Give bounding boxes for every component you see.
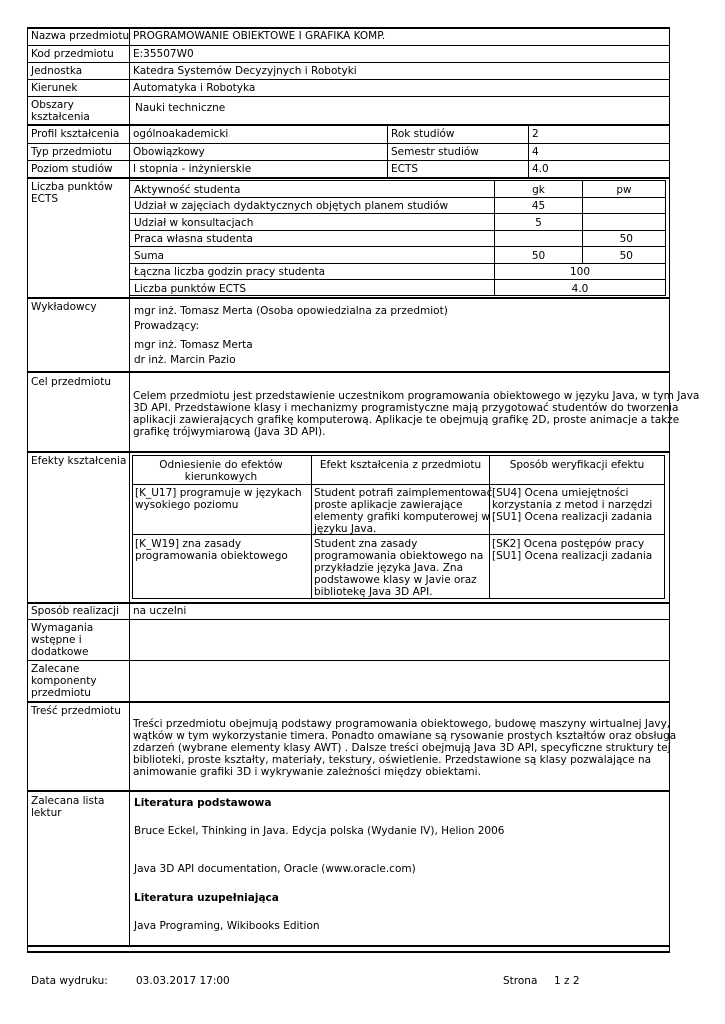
footer-print-date: 03.03.2017 17:00 [136,975,230,987]
ects-header-pw: pw [616,184,632,196]
ects-total-points-value: 4.0 [571,283,589,295]
tresc-line: biblioteki, proste kształty, materiały, tekstury, oświetlenie. Przedstawione są klasy pozwalające na [133,754,652,766]
ects-row-gk: 45 [531,200,546,212]
efekty-verif-line: korzystania z metod i narzędzi [492,499,653,511]
cel-line: Celem przedmiotu jest przedstawienie uczestnikom programowania obiektowego w języku Java, w tym Java [133,390,700,402]
label-kierunek: Kierunek [31,82,78,94]
value-ects: 4.0 [532,163,549,175]
efekty-effect-line: przykładzie języka Java. Zna [314,562,464,574]
label-kod: Kod przedmiotu [31,48,114,60]
efekty-header-ref: Odniesienie do efektów kierunkowych [159,459,283,483]
value-nazwa: PROGRAMOWANIE OBIEKTOWE I GRAFIKA KOMP. [133,30,386,42]
footer-print-label: Data wydruku: [31,975,108,987]
ects-header-label: Aktywność studenta [134,184,241,196]
ects-row-gk: 5 [535,217,542,229]
ects-total-hours-value: 100 [569,266,591,278]
ects-row-label: Udział w konsultacjach [134,217,254,229]
label-typ: Typ przedmiotu [31,146,112,158]
lecturer-item: mgr inż. Tomasz Merta [134,339,253,351]
label-ects-points: Liczba punktów ECTS [31,181,113,205]
efekty-ref-line: programowania obiektowego [135,550,288,562]
efekty-verif-line: [SU1] Ocena realizacji zadania [492,511,653,523]
value-obszary: Nauki techniczne [135,102,226,114]
ects-total-points-label: Liczba punktów ECTS [134,283,247,295]
ects-row-label: Praca własna studenta [134,233,253,245]
ects-row-gk: 50 [531,250,546,262]
label-profil: Profil kształcenia [31,128,120,140]
value-jednostka: Katedra Systemów Decyzyjnych i Robotyki [133,65,357,77]
label-obszary: Obszary kształcenia [31,99,90,123]
efekty-effect-line: podstawowe klasy w Javie oraz [314,574,477,586]
lektury-basic-title: Literatura podstawowa [134,797,272,809]
efekty-verif-line: [SU1] Ocena realizacji zadania [492,550,653,562]
footer-page-info: 1 z 2 [554,975,580,987]
efekty-effect-line: bibliotekę Java 3D API. [314,586,433,598]
efekty-ref-line: wysokiego poziomu [135,499,239,511]
ects-total-hours-label: Łączna liczba godzin pracy studenta [134,266,326,278]
value-profil: ogólnoakademicki [133,128,229,140]
cel-line: aplikacji zawierających grafikę komputerową. Aplikacje te obejmują grafikę 2D, proste animacje a także [133,414,680,426]
ects-row-pw: 50 [619,250,633,262]
label-wymagania: Wymagania wstępne i dodatkowe [31,622,94,658]
label-poziom: Poziom studiów [31,163,113,175]
efekty-effect-line: Student zna zasady [314,538,418,550]
cel-line: 3D API. Przedstawione klasy i mechanizmy programistyczne mają przygotować studentów do tworzenia [133,402,679,414]
ects-row-label: Suma [134,250,164,262]
footer-page-label: Strona [503,975,538,987]
lecturer-prowadzacy-label: Prowadzący: [134,320,200,332]
lecturer-item: dr inż. Marcin Pazio [134,354,236,366]
label-wykladowcy: Wykładowcy [31,301,97,313]
label-zalecane-komponenty: Zalecane komponenty przedmiotu [31,663,97,699]
label-cel: Cel przedmiotu [31,376,112,388]
label-nazwa: Nazwa przedmiotu [31,30,130,42]
efekty-effect-line: języku Java. [314,523,377,535]
efekty-effect-line: proste aplikacje zawierające [314,499,463,511]
value-kod: E:35507W0 [133,48,194,60]
tresc-line: animowanie grafiki 3D i wykrywanie zależności między obiektami. [133,766,481,778]
cel-line: grafikę trójwymiarową (Java 3D API). [133,426,326,438]
lektury-extra-title: Literatura uzupełniająca [134,892,279,904]
efekty-effect-line: programowania obiektowego na [314,550,484,562]
value-sposob: na uczelni [133,605,187,617]
tresc-line: wątków w tym wykorzystanie timera. Ponadto omawiane są rysowanie prostych kształtów oraz obsługa [133,730,677,742]
value-poziom: I stopnia - inżynierskie [133,163,252,175]
lektury-item: Bruce Eckel, Thinking in Java. Edycja polska (Wydanie IV), Helion 2006 [134,825,505,837]
value-typ: Obowiązkowy [133,146,205,158]
label-lektury: Zalecana lista lektur [31,795,105,819]
label-tresc: Treść przedmiotu [31,705,121,717]
lektury-item: Java Programing, Wikibooks Edition [134,920,320,932]
label-semestr: Semestr studiów [391,146,479,158]
ects-row-label: Udział w zajęciach dydaktycznych objętych planem studiów [134,200,449,212]
value-kierunek: Automatyka i Robotyka [133,82,256,94]
label-sposob: Sposób realizacji [31,605,120,617]
efekty-header-effect: Efekt kształcenia z przedmiotu [319,459,482,471]
ects-header-gk: gk [532,184,545,196]
tresc-line: Treści przedmiotu obejmują podstawy programowania obiektowego, budowę maszyny wirtualnej Javy, [133,718,671,730]
label-rok: Rok studiów [391,128,455,140]
ects-row-pw: 50 [619,233,633,245]
efekty-verif-line: [SK2] Ocena postępów pracy [492,538,645,550]
efekty-effect-line: elementy grafiki komputerowej w [314,511,490,523]
lektury-item: Java 3D API documentation, Oracle (www.oracle.com) [134,863,416,875]
value-rok: 2 [532,128,539,140]
label-efekty: Efekty kształcenia [31,455,127,467]
efekty-header-verif: Sposób weryfikacji efektu [509,459,645,471]
efekty-effect-line: Student potrafi zaimplementować [314,487,493,499]
tresc-line: zdarzeń (wybrane elementy klasy AWT) . Dalsze treści obejmują Java 3D API, specyficzne struktury tej [133,742,671,754]
label-jednostka: Jednostka [31,65,83,77]
lecturer-responsible: mgr inż. Tomasz Merta (Osoba opowiedzialna za przedmiot) [134,305,448,317]
label-ects: ECTS [391,163,419,175]
efekty-ref-line: [K_W19] zna zasady [135,538,242,550]
value-semestr: 4 [532,146,539,158]
efekty-ref-line: [K_U17] programuje w językach [135,487,302,499]
efekty-verif-line: [SU4] Ocena umiejętności [492,487,629,499]
